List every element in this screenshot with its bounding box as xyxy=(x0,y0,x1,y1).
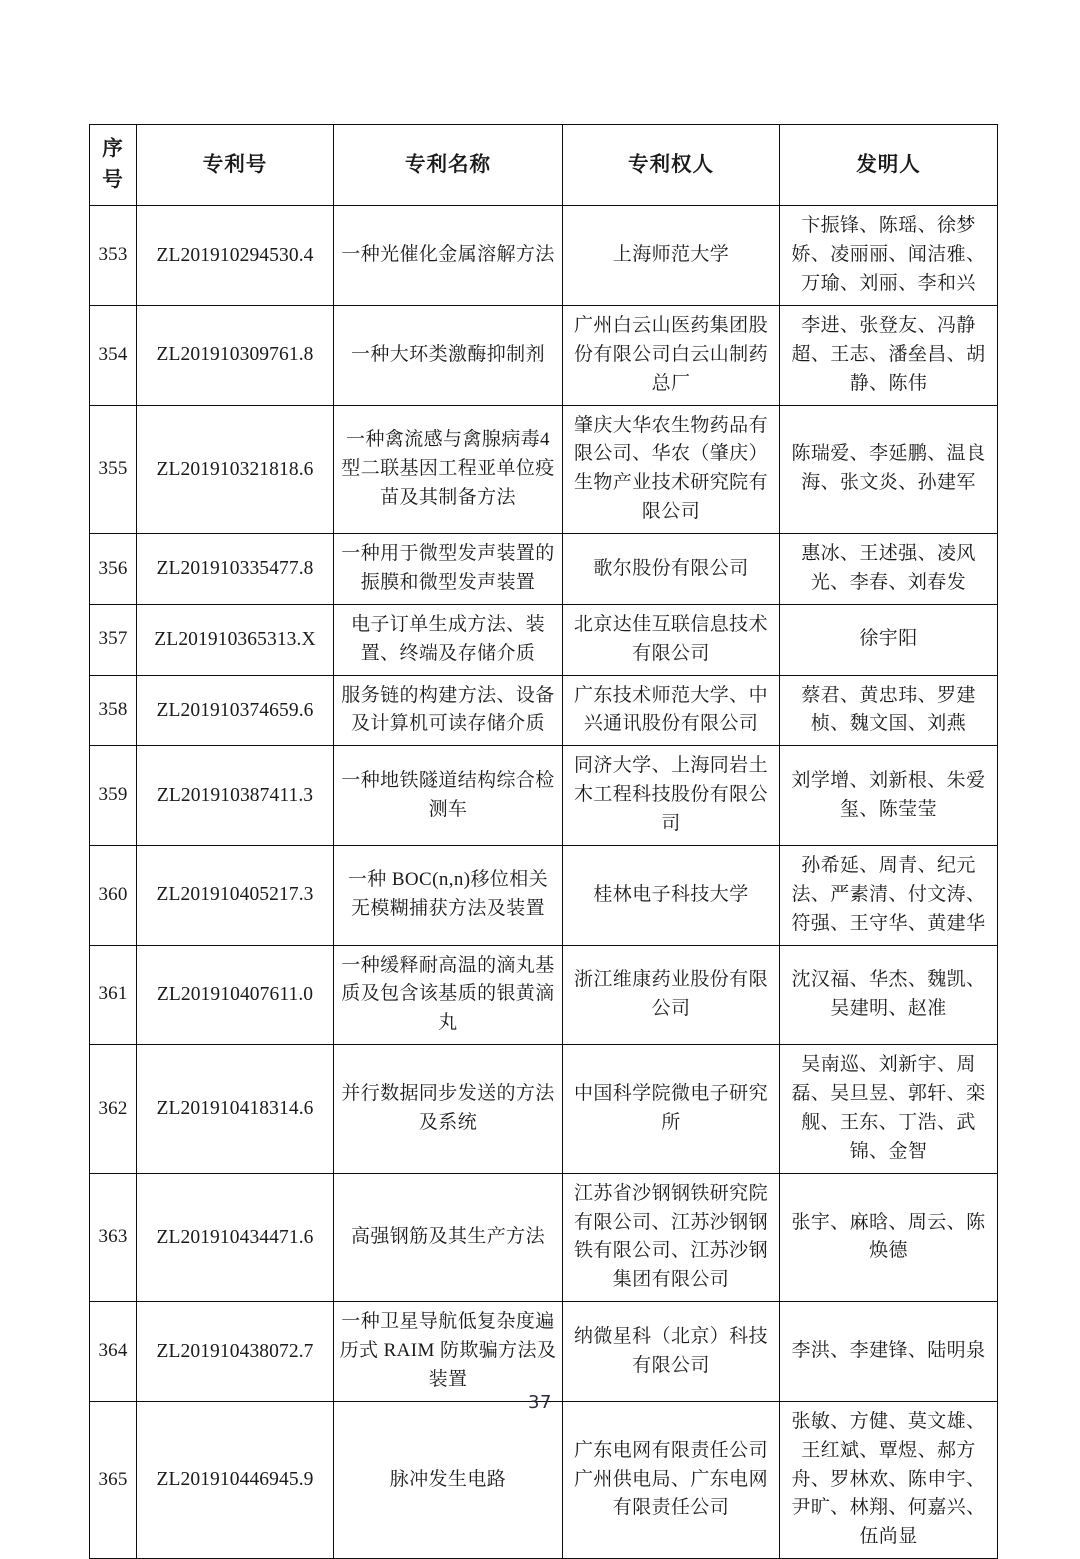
cell-sequence: 362 xyxy=(90,1045,137,1174)
page-number: 37 xyxy=(528,1392,552,1413)
cell-patent-name: 一种缓释耐高温的滴丸基质及包含该基质的银黄滴丸 xyxy=(334,945,563,1045)
cell-patentee: 上海师范大学 xyxy=(563,206,780,306)
cell-patentee: 纳微星科（北京）科技有限公司 xyxy=(563,1302,780,1402)
table-row xyxy=(90,305,998,405)
cell-patent-name: 一种禽流感与禽腺病毒4型二联基因工程亚单位疫苗及其制备方法 xyxy=(334,405,563,534)
cell-patent-name: 脉冲发生电路 xyxy=(334,1401,563,1558)
cell-patentee: 北京达佳互联信息技术有限公司 xyxy=(563,604,780,675)
cell-inventor: 陈瑞爱、李延鹏、温良海、张文炎、孙建军 xyxy=(780,405,998,534)
cell-patent-number: ZL201910407611.0 xyxy=(137,945,334,1045)
cell-sequence: 361 xyxy=(90,945,137,1045)
cell-inventor: 张敏、方健、莫文雄、王红斌、覃煜、郝方舟、罗林欢、陈申宇、尹旷、林翔、何嘉兴、伍尚显 xyxy=(780,1401,998,1558)
column-header-inventor: 发明人 xyxy=(780,125,998,206)
cell-patent-number: ZL201910374659.6 xyxy=(137,675,334,746)
cell-patentee: 广东电网有限责任公司广州供电局、广东电网有限责任公司 xyxy=(563,1401,780,1558)
cell-patent-name: 一种 BOC(n,n)移位相关无模糊捕获方法及装置 xyxy=(334,845,563,945)
cell-patent-name: 并行数据同步发送的方法及系统 xyxy=(334,1045,563,1174)
cell-patentee: 歌尔股份有限公司 xyxy=(563,534,780,605)
cell-inventor: 李进、张登友、冯静超、王志、潘垒昌、胡静、陈伟 xyxy=(780,305,998,405)
column-header-sequence xyxy=(90,125,137,206)
cell-patent-name: 一种大环类激酶抑制剂 xyxy=(334,305,563,405)
table-row xyxy=(90,1173,998,1302)
cell-patent-number: ZL201910387411.3 xyxy=(137,746,334,846)
table-header-row xyxy=(90,125,998,206)
cell-patent-number: ZL201910418314.6 xyxy=(137,1045,334,1174)
table-body xyxy=(90,206,998,1559)
cell-inventor: 卞振锋、陈瑶、徐梦娇、凌丽丽、闻洁雅、万瑜、刘丽、李和兴 xyxy=(780,206,998,306)
table-row xyxy=(90,206,998,306)
cell-patent-number: ZL201910294530.4 xyxy=(137,206,334,306)
table-row xyxy=(90,604,998,675)
table-row xyxy=(90,845,998,945)
cell-sequence: 358 xyxy=(90,675,137,746)
cell-inventor: 惠冰、王述强、凌风光、李春、刘春发 xyxy=(780,534,998,605)
column-header-sequence-line2: 号 xyxy=(102,169,124,192)
cell-sequence: 353 xyxy=(90,206,137,306)
patent-table-container xyxy=(89,124,997,1559)
cell-patent-number: ZL201910335477.8 xyxy=(137,534,334,605)
cell-patent-number: ZL201910434471.6 xyxy=(137,1173,334,1302)
table-row xyxy=(90,945,998,1045)
column-header-patent-number: 专利号 xyxy=(137,125,334,206)
cell-patentee: 中国科学院微电子研究所 xyxy=(563,1045,780,1174)
cell-patent-name: 服务链的构建方法、设备及计算机可读存储介质 xyxy=(334,675,563,746)
table-row xyxy=(90,1045,998,1174)
cell-sequence: 360 xyxy=(90,845,137,945)
table-row xyxy=(90,675,998,746)
cell-patent-name: 一种地铁隧道结构综合检测车 xyxy=(334,746,563,846)
cell-patentee: 浙江维康药业股份有限公司 xyxy=(563,945,780,1045)
cell-sequence: 359 xyxy=(90,746,137,846)
cell-patent-name: 电子订单生成方法、装置、终端及存储介质 xyxy=(334,604,563,675)
table-header xyxy=(90,125,998,206)
cell-patent-number: ZL201910446945.9 xyxy=(137,1401,334,1558)
cell-sequence: 357 xyxy=(90,604,137,675)
cell-sequence: 363 xyxy=(90,1173,137,1302)
table-row xyxy=(90,534,998,605)
cell-patentee: 广东技术师范大学、中兴通讯股份有限公司 xyxy=(563,675,780,746)
cell-sequence: 365 xyxy=(90,1401,137,1558)
column-header-patent-name: 专利名称 xyxy=(334,125,563,206)
cell-patent-name: 一种用于微型发声装置的振膜和微型发声装置 xyxy=(334,534,563,605)
cell-patent-name: 一种光催化金属溶解方法 xyxy=(334,206,563,306)
cell-patentee: 江苏省沙钢钢铁研究院有限公司、江苏沙钢钢铁有限公司、江苏沙钢集团有限公司 xyxy=(563,1173,780,1302)
table-row xyxy=(90,1401,998,1558)
cell-inventor: 吴南巡、刘新宇、周磊、吴旦昱、郭轩、栾舰、王东、丁浩、武锦、金智 xyxy=(780,1045,998,1174)
cell-patent-number: ZL201910365313.X xyxy=(137,604,334,675)
cell-patent-name: 一种卫星导航低复杂度遍历式 RAIM 防欺骗方法及装置 xyxy=(334,1302,563,1402)
column-header-sequence-line1: 序 xyxy=(102,138,124,160)
column-header-patentee: 专利权人 xyxy=(563,125,780,206)
cell-inventor: 徐宇阳 xyxy=(780,604,998,675)
cell-patent-number: ZL201910321818.6 xyxy=(137,405,334,534)
cell-inventor: 蔡君、黄忠玮、罗建桢、魏文国、刘燕 xyxy=(780,675,998,746)
cell-inventor: 刘学增、刘新根、朱爱玺、陈莹莹 xyxy=(780,746,998,846)
cell-patentee: 桂林电子科技大学 xyxy=(563,845,780,945)
cell-patent-number: ZL201910309761.8 xyxy=(137,305,334,405)
cell-patentee: 肇庆大华农生物药品有限公司、华农（肇庆）生物产业技术研究院有限公司 xyxy=(563,405,780,534)
cell-sequence: 354 xyxy=(90,305,137,405)
cell-patent-name: 高强钢筋及其生产方法 xyxy=(334,1173,563,1302)
cell-patent-number: ZL201910405217.3 xyxy=(137,845,334,945)
cell-inventor: 沈汉福、华杰、魏凯、吴建明、赵准 xyxy=(780,945,998,1045)
table-row xyxy=(90,746,998,846)
table-row xyxy=(90,1302,998,1402)
cell-inventor: 孙希延、周青、纪元法、严素清、付文涛、符强、王守华、黄建华 xyxy=(780,845,998,945)
cell-sequence: 356 xyxy=(90,534,137,605)
cell-patentee: 同济大学、上海同岩土木工程科技股份有限公司 xyxy=(563,746,780,846)
cell-sequence: 355 xyxy=(90,405,137,534)
patent-list-table xyxy=(89,124,998,1559)
table-row xyxy=(90,405,998,534)
cell-sequence: 364 xyxy=(90,1302,137,1402)
cell-inventor: 李洪、李建锋、陆明泉 xyxy=(780,1302,998,1402)
cell-inventor: 张宇、麻晗、周云、陈焕德 xyxy=(780,1173,998,1302)
cell-patentee: 广州白云山医药集团股份有限公司白云山制药总厂 xyxy=(563,305,780,405)
cell-patent-number: ZL201910438072.7 xyxy=(137,1302,334,1402)
